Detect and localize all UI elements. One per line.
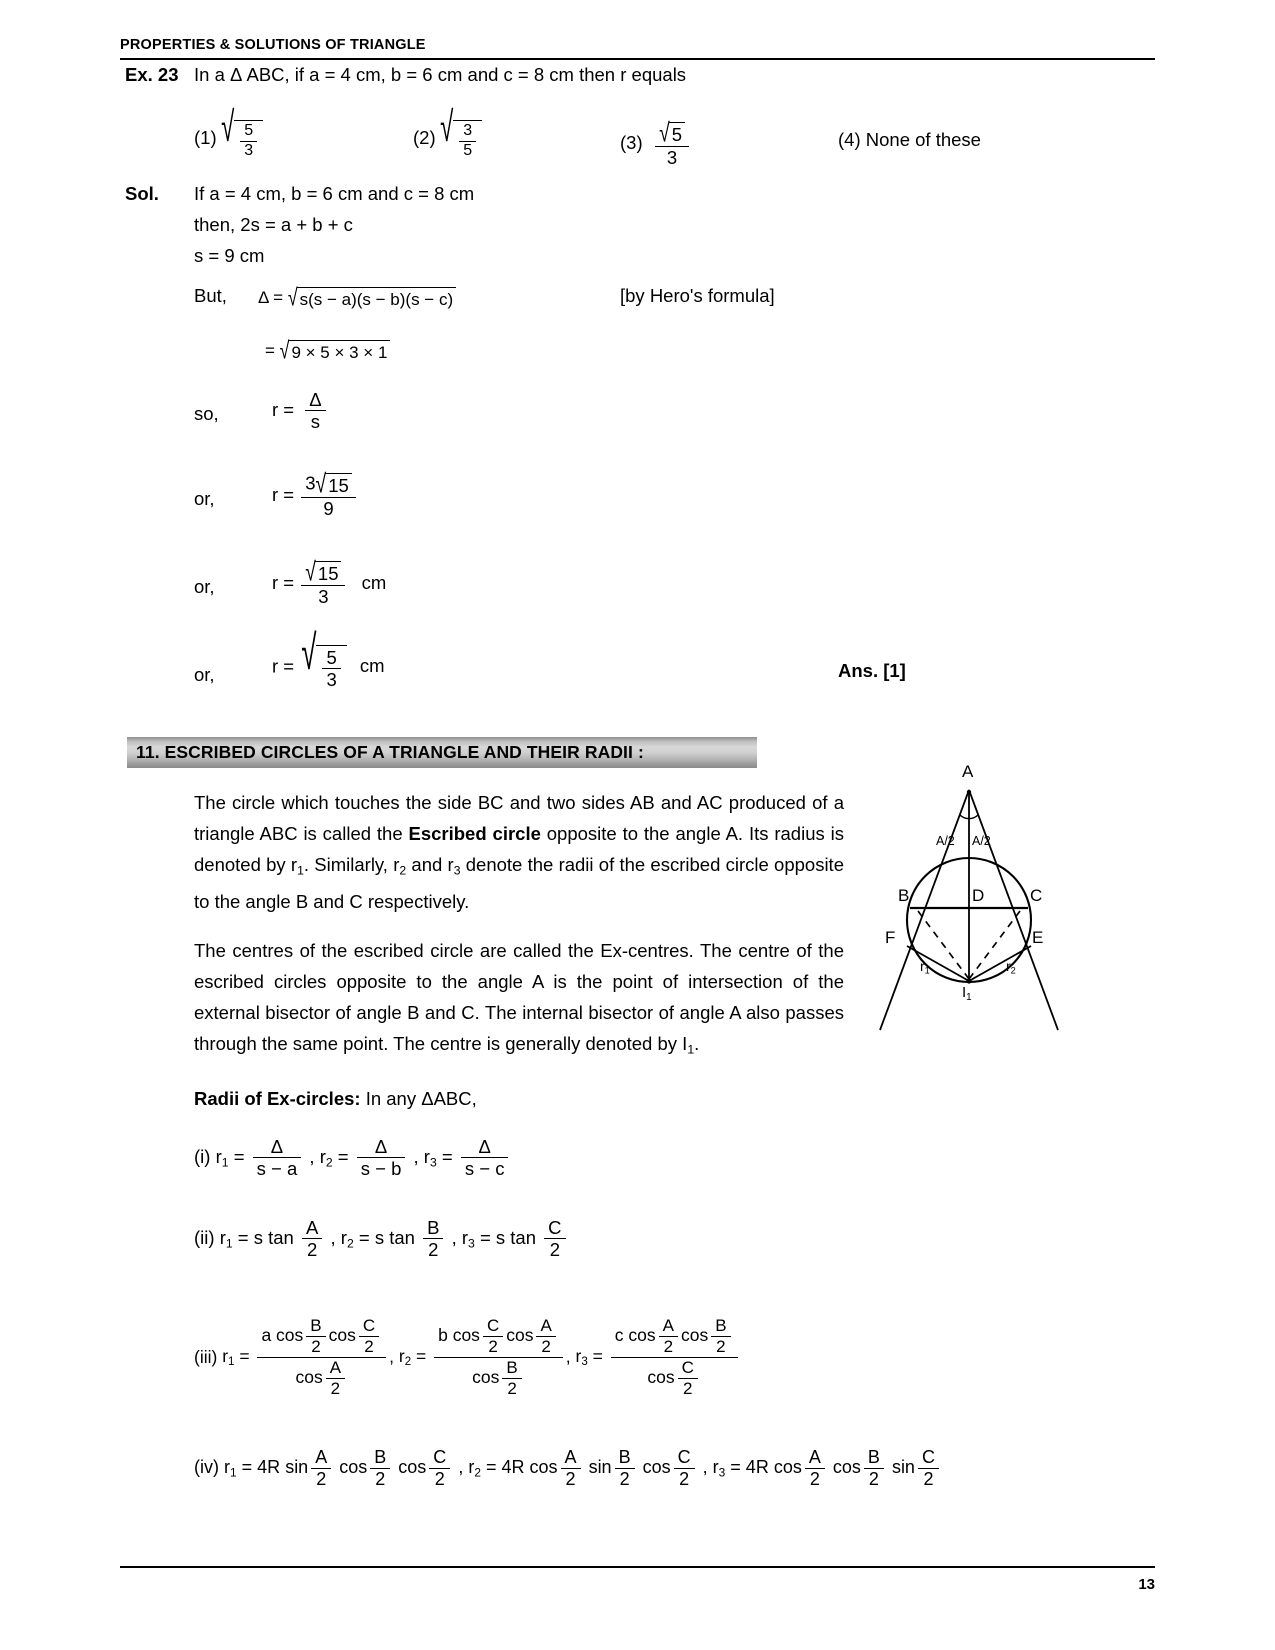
r-equals: r = (272, 483, 295, 505)
formula-iii-term-2: $r_2$ = b cos $\frac{C}{2}$ cos $\frac{A}{2}$ cos $\frac{B}{2}$ (399, 1317, 566, 1397)
option-3-number: (3) (620, 132, 643, 154)
fraction-big: c cos $\frac{A}{2}$ cos $\frac{B}{2}$ cos $\frac{C}{2}$ (611, 1317, 738, 1397)
segment-f-i1 (907, 946, 969, 981)
fraction: $\frac{C}{2}$ (359, 1317, 379, 1356)
fraction: $\frac{A}{2}$ (659, 1317, 678, 1356)
step-or-label-2: or, (194, 576, 215, 597)
sqrt-15: √ 15 (305, 561, 341, 584)
escribed-circle-figure (862, 762, 1077, 1053)
formula-i-sep-1: , (309, 1145, 315, 1167)
para1-part-e: denote the radii of the escribed circle opposite to the angle B and C respectively. (194, 854, 844, 913)
formula-i (194, 1137, 511, 1179)
formula-ii (194, 1218, 569, 1260)
formula-ii-term-3: $r_3 = s$ tan $\frac{C}{2}$ (462, 1227, 569, 1248)
formula-iii-term-3: $r_3$ = c cos $\frac{A}{2}$ cos $\frac{B}{2}$ cos $\frac{C}{2}$ (576, 1317, 741, 1397)
formula-iv-term-3: $r_3 = 4R$ cos $\frac{A}{2}$ cos $\frac{B}{2}$ sin $\frac{C}{2}$ (713, 1457, 942, 1477)
radical-glyph: √ (301, 625, 317, 680)
equals-sign: = (265, 340, 275, 360)
unit-cm: cm (361, 571, 387, 593)
para1-part-d: and r (406, 854, 454, 875)
fraction-big: a cos $\frac{B}{2}$ cos $\frac{C}{2}$ cos $\frac{A}{2}$ (257, 1317, 386, 1397)
option-2-number: (2) (413, 127, 436, 149)
radical-glyph: √ (659, 118, 670, 149)
formula-iii-sep-1: , (389, 1346, 394, 1367)
sqrt-15: √ 15 (316, 473, 352, 496)
radical-glyph: √ (305, 557, 316, 588)
delta-equals: Δ = (258, 287, 284, 307)
section-header-band (127, 737, 757, 768)
r-equals: r = (272, 655, 295, 677)
figure-label-D: D (972, 886, 985, 905)
step-or-label-3: or, (194, 664, 215, 685)
section-title: 11. ESCRIBED CIRCLES OF A TRIANGLE AND THEIR RADII : (136, 742, 644, 762)
r-equals: r = (272, 398, 295, 420)
step-or-label-1: or, (194, 488, 215, 509)
sqrt-hero: √ s(s − a)(s − b)(s − c) (288, 287, 456, 310)
fraction: $\frac{B}{2}$ (711, 1317, 730, 1356)
figure-label-B: B (898, 886, 910, 905)
subscript-1: 1 (687, 1042, 695, 1057)
para1-part-b: opposite to the angle A. Its radius is denoted by r (194, 823, 844, 875)
fraction: $\frac{B}{2}$ (423, 1218, 443, 1260)
fraction: $\frac{C}{2}$ (429, 1448, 450, 1489)
answer-badge: Ans. [1] (838, 660, 906, 681)
sqrt-fraction (301, 625, 347, 691)
subscript-1: 1 (297, 863, 304, 878)
figure-label-r1: $r_1$ (920, 958, 930, 976)
formula-ii-sep-1: , (330, 1226, 336, 1248)
step-so-label: so, (194, 403, 219, 424)
formula-iv-sep-2: , (702, 1457, 708, 1478)
figure-label-half-angle-left: A/2 (936, 834, 955, 848)
radical-glyph: √ (440, 103, 454, 152)
fraction: $\frac{B}{2}$ (306, 1317, 325, 1356)
option-4-text: None of these (865, 129, 981, 150)
footer-rule (120, 1566, 1155, 1568)
formula-iv-marker: (iv) (194, 1457, 219, 1478)
segment-e-i1 (969, 946, 1031, 981)
fraction: $\frac{\Delta}{s}$ (305, 390, 325, 432)
fraction: $\frac{5}{3}$ (240, 123, 257, 160)
fraction: $\frac{C}{2}$ (674, 1448, 695, 1489)
option-1-number: (1) (194, 127, 217, 149)
page-number: 13 (1138, 1576, 1155, 1593)
subscript-3: 3 (453, 863, 461, 878)
option-3 (620, 118, 692, 169)
step-r-3root15-over-9 (272, 469, 359, 520)
figure-label-C: C (1030, 886, 1043, 905)
paragraph-ex-centres (194, 935, 844, 1065)
formula-iii (194, 1317, 741, 1397)
formula-iv (194, 1448, 942, 1489)
radical-glyph: √ (221, 103, 235, 152)
option-3-value: $\frac{√ 5}{3}$ (655, 122, 689, 168)
header-rule (120, 58, 1155, 60)
fraction: $\frac{3√ 15}{9}$ (301, 473, 356, 519)
line-ac-produced (969, 790, 1058, 1030)
subscript-2: 2 (399, 863, 407, 878)
option-1 (194, 103, 263, 160)
fraction: $\frac{B}{2}$ (502, 1359, 521, 1398)
unit-cm: cm (359, 655, 385, 677)
paragraph-escribed-circle (194, 787, 844, 917)
point-a-dot (967, 790, 971, 794)
para2-part-b: . (694, 1033, 700, 1054)
fraction: $\frac{\Delta}{s - b}$ (357, 1137, 406, 1179)
solution-line-3: s = 9 cm (194, 245, 265, 266)
para2-part-a: The centres of the escribed circle are called the Ex-centres. The centre of the escribed circles opposite to the angle A is the point of intersection of the external bisector of angle B and C. The internal bisector of angle A also passes through the same point. The centre is generally denoted by I (194, 940, 844, 1054)
formula-iii-marker: (iii) (194, 1346, 218, 1367)
para1-part-a: The circle which touches the side BC and two sides AB and AC produced of a triangle ABC is called the (194, 792, 844, 844)
fraction: $\frac{B}{2}$ (615, 1448, 635, 1489)
step-r-delta-over-s (272, 390, 329, 432)
numerator-coefficient: 3 (305, 472, 316, 494)
fraction: $\frac{B}{2}$ (370, 1448, 390, 1489)
option-2 (413, 103, 482, 160)
sqrt-5: √ 5 (659, 122, 685, 145)
fraction: $\frac{A}{2}$ (311, 1448, 331, 1489)
formula-i-term-1: $r_1$ = $\frac{\Delta}{s - a}$ (216, 1146, 310, 1167)
fraction: $\frac{\Delta}{s - c}$ (461, 1137, 509, 1179)
fraction: $\frac{A}{2}$ (536, 1317, 555, 1356)
sqrt-numeric: √ 9 × 5 × 3 × 1 (280, 340, 391, 363)
formula-i-sep-2: , (413, 1145, 419, 1167)
para1-part-c: . Similarly, r (303, 854, 400, 875)
fraction: $\frac{√ 15}{3}$ (301, 561, 345, 607)
radical-glyph: √ (315, 469, 327, 500)
formula-iv-sep-1: , (458, 1457, 464, 1478)
fraction: $\frac{3}{5}$ (459, 123, 476, 160)
formula-i-term-3: $r_3$ = $\frac{\Delta}{s - c}$ (424, 1146, 512, 1167)
option-4-number: (4) (838, 129, 861, 150)
radii-heading-rest: In any ΔABC, (360, 1088, 477, 1109)
fraction: $\frac{A}{2}$ (805, 1448, 825, 1489)
solution-label: Sol. (125, 183, 159, 204)
line-ab-produced (880, 790, 969, 1030)
figure-label-F: F (885, 928, 896, 947)
figure-label-half-angle-right: A/2 (972, 834, 991, 848)
step-r-root15-over-3 (272, 557, 387, 608)
option-4 (838, 131, 981, 150)
option-2-value (440, 103, 482, 160)
fraction: $\frac{A}{2}$ (561, 1448, 581, 1489)
formula-i-term-2: $r_2$ = $\frac{\Delta}{s - b}$ (320, 1146, 414, 1167)
fraction: $\frac{A}{2}$ (302, 1218, 322, 1260)
figure-label-A: A (962, 762, 974, 781)
figure-label-E: E (1032, 928, 1044, 947)
radii-heading-bold: Radii of Ex-circles: (194, 1088, 361, 1109)
delta-numeric (265, 336, 390, 364)
formula-ii-sep-2: , (451, 1226, 457, 1248)
formula-ii-term-2: $r_2 = s$ tan $\frac{B}{2}$ (341, 1227, 452, 1248)
para1-bold-term: Escribed circle (408, 823, 541, 844)
formula-ii-term-1: $r_1 = s$ tan $\frac{A}{2}$ (220, 1227, 331, 1248)
fraction: $\frac{C}{2}$ (918, 1448, 939, 1489)
point-i1-dot (966, 978, 971, 983)
radii-heading (194, 1083, 844, 1114)
formula-iv-term-1: $r_1 = 4R$ sin $\frac{A}{2}$ cos $\frac{B}{2}$ cos $\frac{C}{2}$ (224, 1457, 458, 1477)
option-1-value (221, 103, 263, 160)
fraction: $\frac{C}{2}$ (544, 1218, 565, 1260)
example-statement: In a Δ ABC, if a = 4 cm, b = 6 cm and c = 8 cm then r equals (194, 64, 687, 85)
formula-ii-marker: (ii) (194, 1226, 215, 1248)
fraction: $\frac{\Delta}{s - a}$ (253, 1137, 302, 1179)
fraction: $\frac{C}{2}$ (483, 1317, 503, 1356)
but-label: But, (194, 285, 227, 306)
fraction: $\frac{B}{2}$ (864, 1448, 884, 1489)
solution-line-1: If a = 4 cm, b = 6 cm and c = 8 cm (194, 183, 475, 204)
step-r-sqrt-5-over-3 (272, 625, 385, 691)
hero-note: [by Hero's formula] (620, 285, 775, 306)
radical-glyph: √ (287, 283, 298, 311)
solution-line-2: then, 2s = a + b + c (194, 214, 353, 235)
figure-label-r2: $r_2$ (1006, 958, 1016, 976)
radical-glyph: √ (279, 336, 290, 364)
example-label: Ex. 23 (125, 64, 179, 85)
hero-formula (258, 283, 456, 311)
formula-i-marker: (i) (194, 1145, 211, 1167)
formula-iii-term-1: $r_1$ = a cos $\frac{B}{2}$ cos $\frac{C}{2}$ cos $\frac{A}{2}$ (222, 1317, 389, 1397)
figure-svg (862, 768, 1077, 1053)
formula-iv-term-2: $r_2 = 4R$ cos $\frac{A}{2}$ sin $\frac{B}{2}$ cos $\frac{C}{2}$ (468, 1457, 702, 1477)
fraction: $\frac{5}{3}$ (322, 648, 340, 690)
fraction-big: b cos $\frac{C}{2}$ cos $\frac{A}{2}$ cos $\frac{B}{2}$ (434, 1317, 563, 1397)
fraction: $\frac{A}{2}$ (326, 1359, 345, 1398)
formula-iii-sep-2: , (565, 1346, 571, 1367)
figure-label-I1: $I_1$ (962, 984, 972, 1003)
r-equals: r = (272, 571, 295, 593)
fraction: $\frac{C}{2}$ (678, 1359, 698, 1398)
running-head: PROPERTIES & SOLUTIONS OF TRIANGLE (120, 37, 426, 53)
